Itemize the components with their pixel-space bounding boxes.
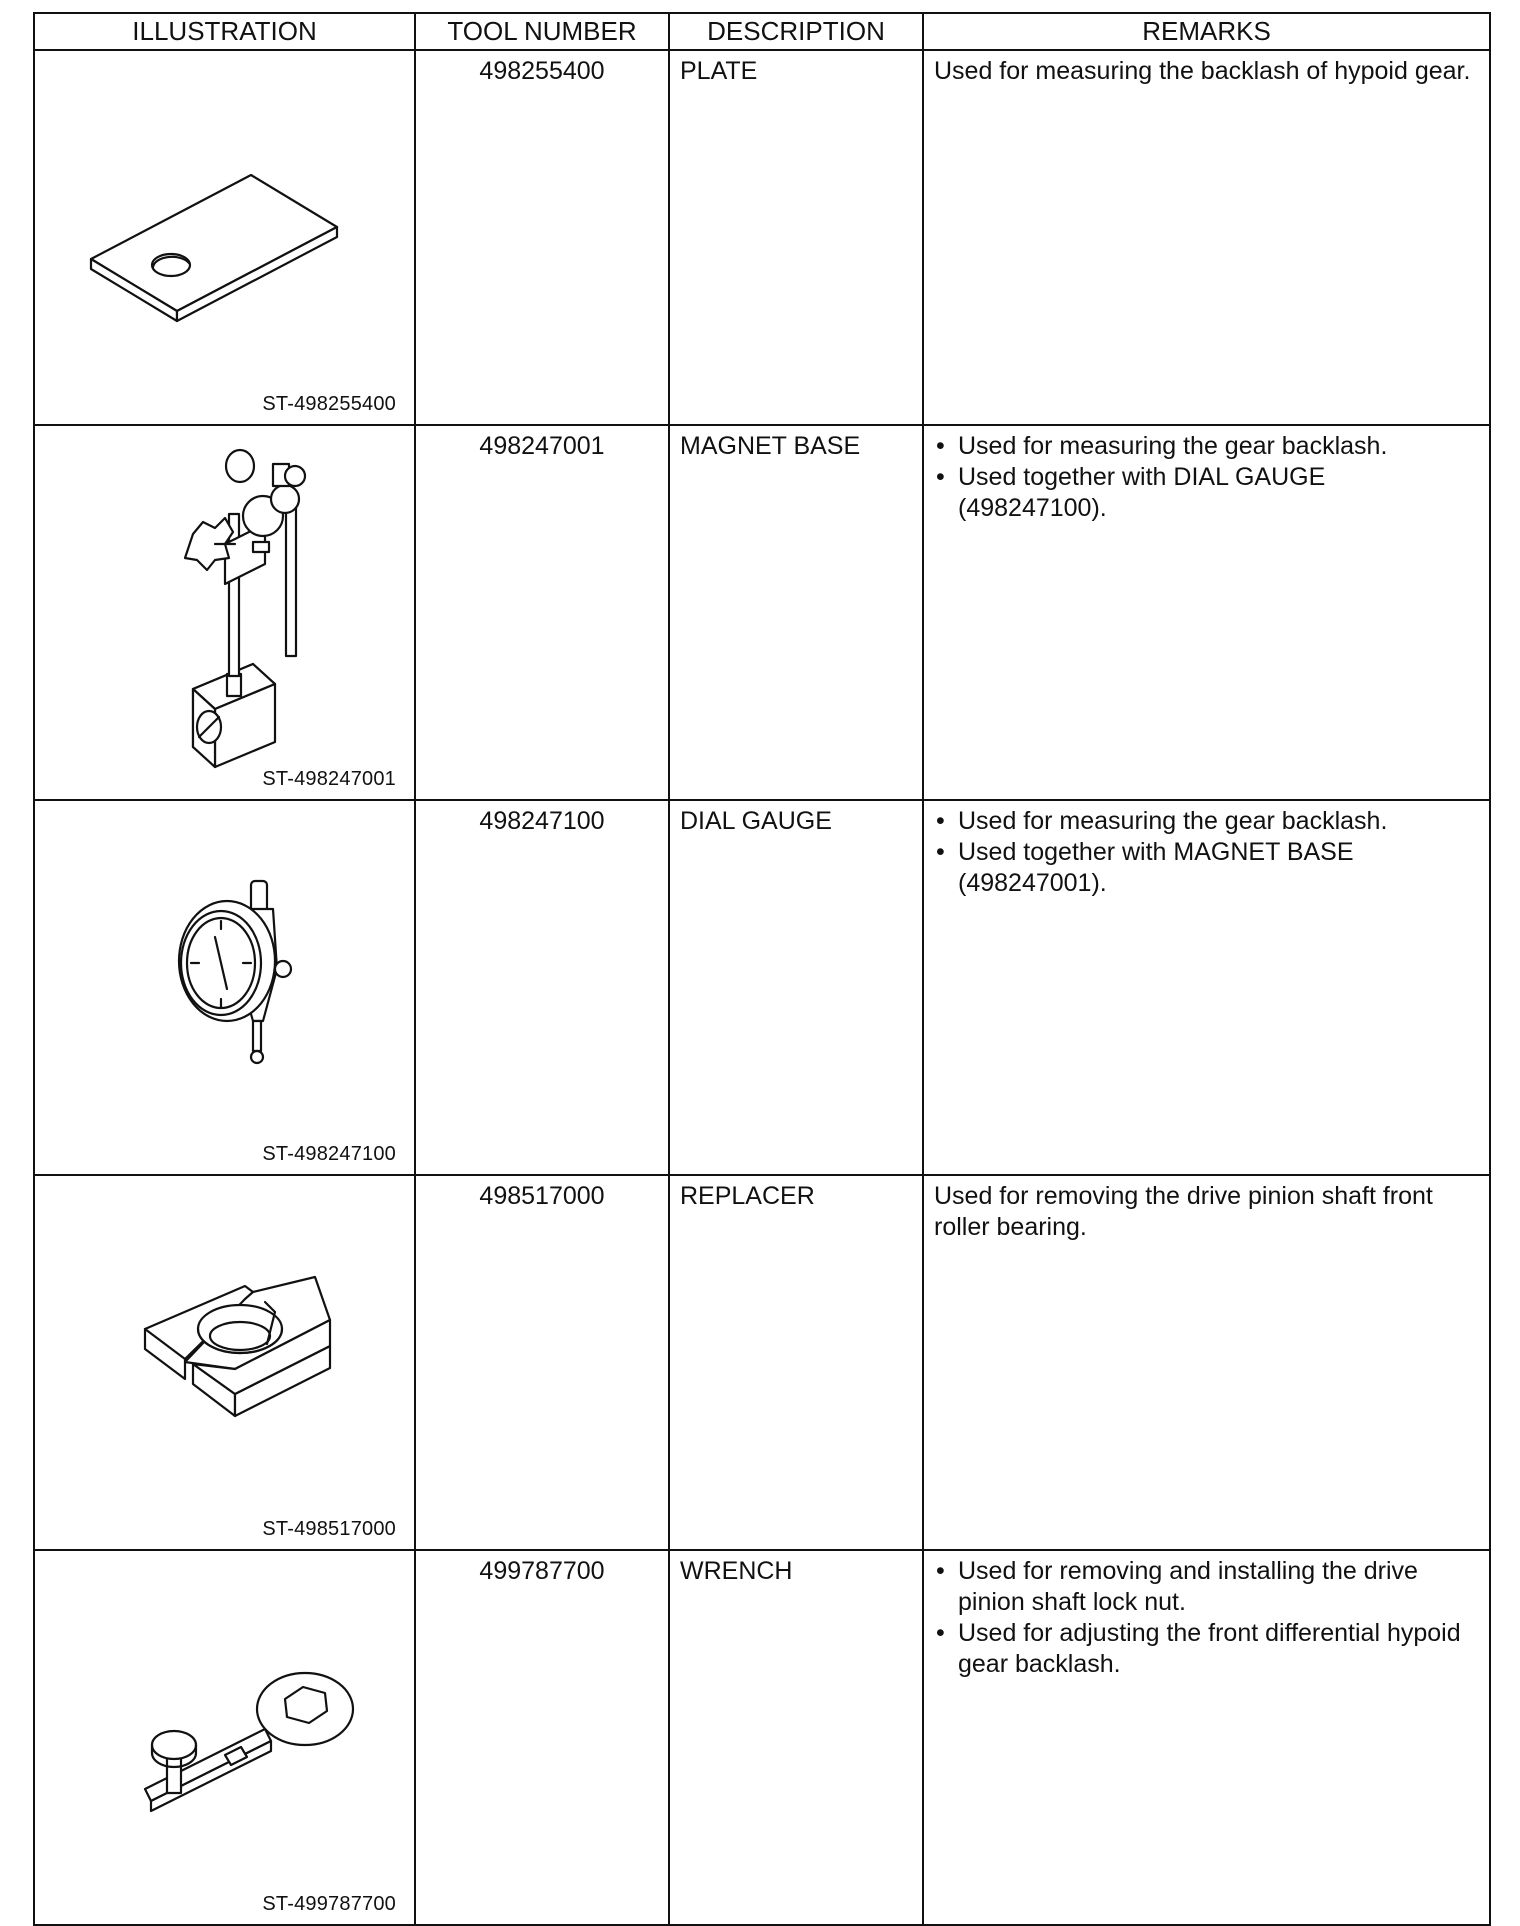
header-remarks: REMARKS <box>923 13 1490 50</box>
header-illustration: ILLUSTRATION <box>34 13 415 50</box>
remarks <box>923 1175 1490 1550</box>
remarks-item: • Used for removing and installing the drive pinion shaft lock nut. <box>934 1556 1479 1618</box>
remarks-item: • Used together with DIAL GAUGE (498247100). <box>934 462 1479 524</box>
description: PLATE <box>669 50 923 425</box>
tool-number: 499787700 <box>415 1550 669 1925</box>
illustration-code: ST-499787700 <box>262 1893 396 1915</box>
table-header-row <box>34 13 1490 50</box>
plate-icon <box>75 59 375 394</box>
description: MAGNET BASE <box>669 425 923 800</box>
illustration-code: ST-498517000 <box>262 1518 396 1540</box>
remarks <box>923 425 1490 800</box>
illustration-code: ST-498247100 <box>262 1143 396 1165</box>
header-description: DESCRIPTION <box>669 13 923 50</box>
replacer-icon <box>75 1184 375 1519</box>
table-row <box>34 425 1490 800</box>
remarks-item: • Used together with MAGNET BASE (498247001). <box>934 837 1479 899</box>
tool-number: 498517000 <box>415 1175 669 1550</box>
illustration-code: ST-498255400 <box>262 393 396 415</box>
magnet-base-icon <box>75 434 375 769</box>
remarks <box>923 800 1490 1175</box>
remarks-item: • Used for adjusting the front differential hypoid gear backlash. <box>934 1618 1479 1680</box>
wrench-icon <box>75 1559 375 1894</box>
special-tools-table <box>33 12 1491 1926</box>
remarks-text: Used for removing the drive pinion shaft front roller bearing. <box>934 1182 1433 1241</box>
illustration-cell <box>34 1550 415 1925</box>
table-row <box>34 1175 1490 1550</box>
tool-number: 498247100 <box>415 800 669 1175</box>
tool-number: 498247001 <box>415 425 669 800</box>
illustration-cell <box>34 425 415 800</box>
description: DIAL GAUGE <box>669 800 923 1175</box>
illustration-cell <box>34 800 415 1175</box>
remarks-item: • Used for measuring the gear backlash. <box>934 431 1479 462</box>
remarks <box>923 50 1490 425</box>
tool-number: 498255400 <box>415 50 669 425</box>
table-row <box>34 1550 1490 1925</box>
remarks-item: • Used for measuring the gear backlash. <box>934 806 1479 837</box>
remarks <box>923 1550 1490 1925</box>
illustration-cell <box>34 1175 415 1550</box>
illustration-code: ST-498247001 <box>262 768 396 790</box>
description: REPLACER <box>669 1175 923 1550</box>
header-tool-number: TOOL NUMBER <box>415 13 669 50</box>
illustration-cell <box>34 50 415 425</box>
table-row <box>34 800 1490 1175</box>
description: WRENCH <box>669 1550 923 1925</box>
table-row <box>34 50 1490 425</box>
dial-gauge-icon <box>75 809 375 1144</box>
remarks-text: Used for measuring the backlash of hypoid gear. <box>934 57 1471 85</box>
